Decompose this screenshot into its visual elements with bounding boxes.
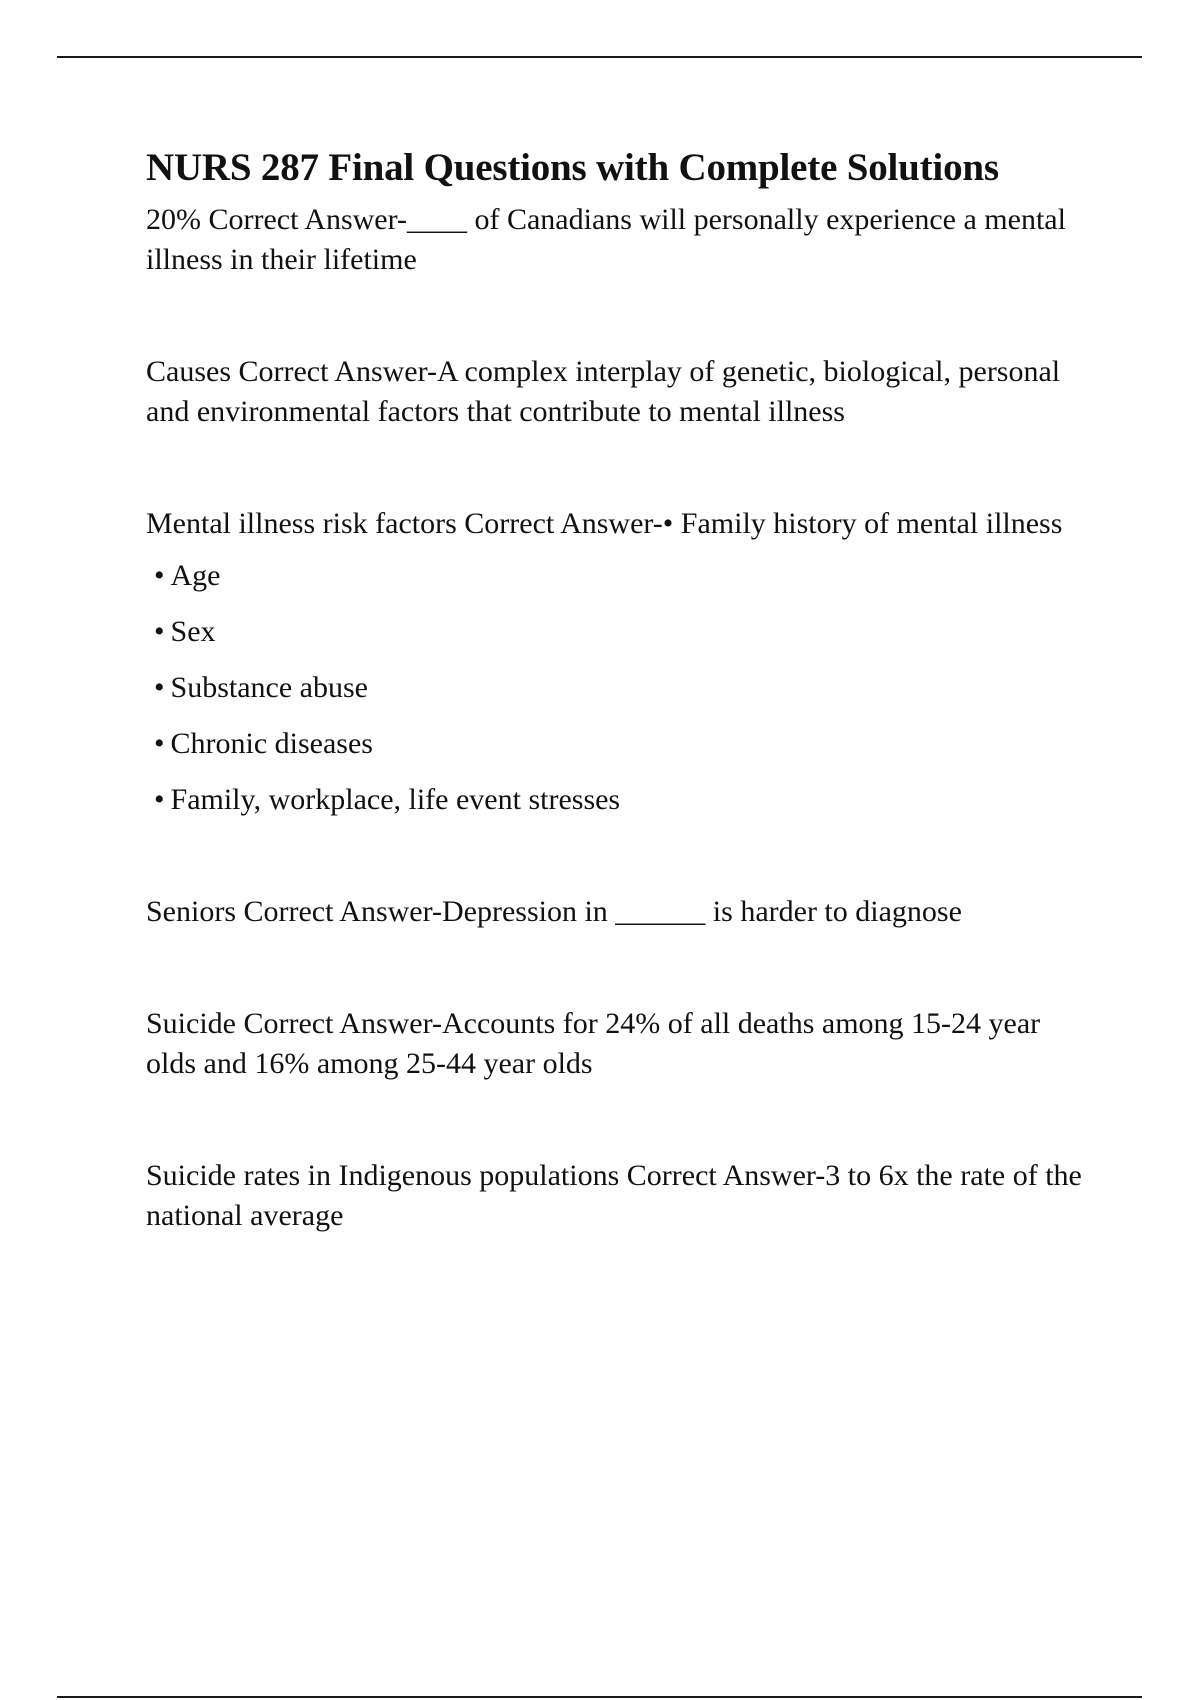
qa-item (146, 200, 1086, 280)
qa-text: Suicide Correct Answer-Accounts for 24% of all deaths among 15-24 year olds and 16% among 25-44 year olds (146, 1007, 1041, 1080)
qa-item (146, 892, 1086, 932)
qa-item (146, 1004, 1086, 1084)
list-item: • Family, workplace, life event stresses (146, 780, 1086, 820)
document-body (146, 142, 1086, 1236)
qa-text: Suicide rates in Indigenous populations Correct Answer-3 to 6x the rate of the national average (146, 1159, 1082, 1232)
risk-factor-list (146, 556, 1086, 820)
qa-text: Causes Correct Answer-A complex interplay of genetic, biological, personal and environmental factors that contribute to mental illness (146, 355, 1061, 428)
qa-item (146, 352, 1086, 432)
footer-rule (57, 1696, 1142, 1698)
list-item: • Chronic diseases (146, 724, 1086, 764)
qa-text: Mental illness risk factors Correct Answer-• Family history of mental illness (146, 507, 1063, 540)
list-item: • Age (146, 556, 1086, 596)
page-title: NURS 287 Final Questions with Complete Solutions (146, 146, 999, 189)
qa-item (146, 1156, 1086, 1236)
qa-text: 20% Correct Answer-____ of Canadians will personally experience a mental illness in their lifetime (146, 203, 1066, 276)
list-item: • Sex (146, 612, 1086, 652)
header-rule (57, 56, 1142, 58)
qa-item (146, 504, 1086, 820)
list-item: • Substance abuse (146, 668, 1086, 708)
qa-text: Seniors Correct Answer-Depression in ______ is harder to diagnose (146, 895, 962, 928)
